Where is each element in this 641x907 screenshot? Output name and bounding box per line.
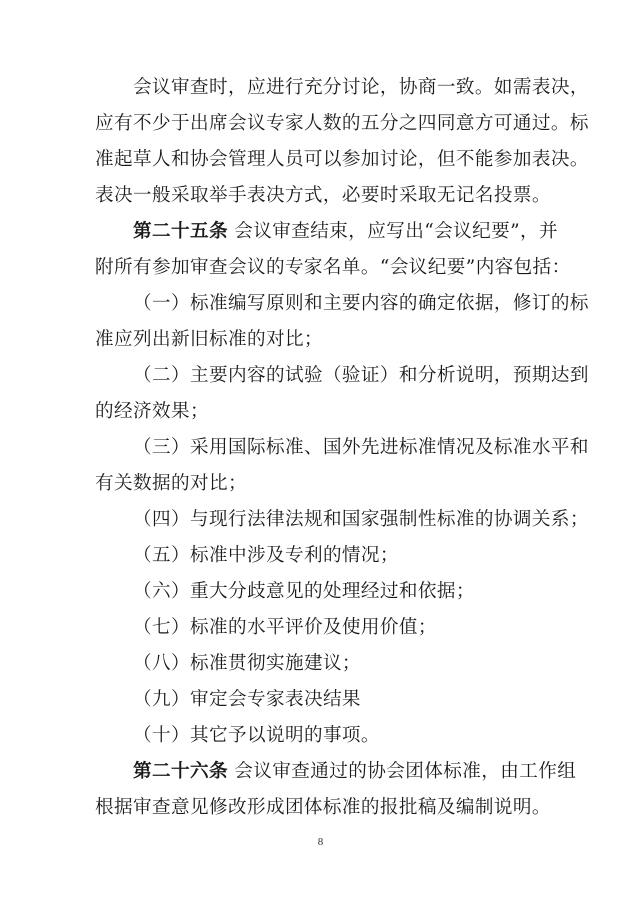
text-line: 的经济效果； xyxy=(95,401,209,422)
text-line: 准起草人和协会管理人员可以参加讨论，但不能参加表决。 xyxy=(95,149,589,170)
text-line: 有关数据的对比； xyxy=(95,473,247,494)
list-item-line: （二）主要内容的试验（验证）和分析说明，预期达到 xyxy=(133,365,589,386)
list-item-line: （三）采用国际标准、国外先进标准情况及标准水平和 xyxy=(133,437,589,458)
page-number: 8 xyxy=(317,836,324,848)
text-line: 表决一般采取举手表决方式，必要时采取无记名投票。 xyxy=(95,185,551,206)
list-item-line: （七）标准的水平评价及使用价值； xyxy=(133,617,437,638)
list-item-line: （十）其它予以说明的事项。 xyxy=(133,725,380,746)
article-heading: 第二十五条 xyxy=(133,221,228,242)
text-line: 准应列出新旧标准的对比； xyxy=(95,329,323,350)
document-body xyxy=(95,70,589,826)
text-span: 会议审查通过的协会团体标准，由工作组 xyxy=(234,761,577,782)
article-26-first-line xyxy=(95,754,577,790)
text-span: 会议审查结束，应写出“会议纪要”，并 xyxy=(234,221,559,242)
list-item-line: （九）审定会专家表决结果 xyxy=(133,689,361,710)
list-item-line: （六）重大分歧意见的处理经过和依据； xyxy=(133,581,475,602)
text-line: 附所有参加审查会议的专家名单。“会议纪要”内容包括： xyxy=(95,257,571,278)
text-line: 应有不少于出席会议专家人数的五分之四同意方可通过。标 xyxy=(95,113,589,134)
list-item-line: （四）与现行法律法规和国家强制性标准的协调关系； xyxy=(133,509,589,530)
list-item-line: （一）标准编写原则和主要内容的确定依据，修订的标 xyxy=(133,293,589,314)
article-25-first-line xyxy=(95,214,559,250)
article-heading: 第二十六条 xyxy=(133,761,228,782)
text-line: 根据审查意见修改形成团体标准的报批稿及编制说明。 xyxy=(95,797,551,818)
text-line: 会议审查时，应进行充分讨论，协商一致。如需表决， xyxy=(133,77,589,98)
list-item-line: （五）标准中涉及专利的情况； xyxy=(133,545,399,566)
list-item-line: （八）标准贯彻实施建议； xyxy=(133,653,361,674)
